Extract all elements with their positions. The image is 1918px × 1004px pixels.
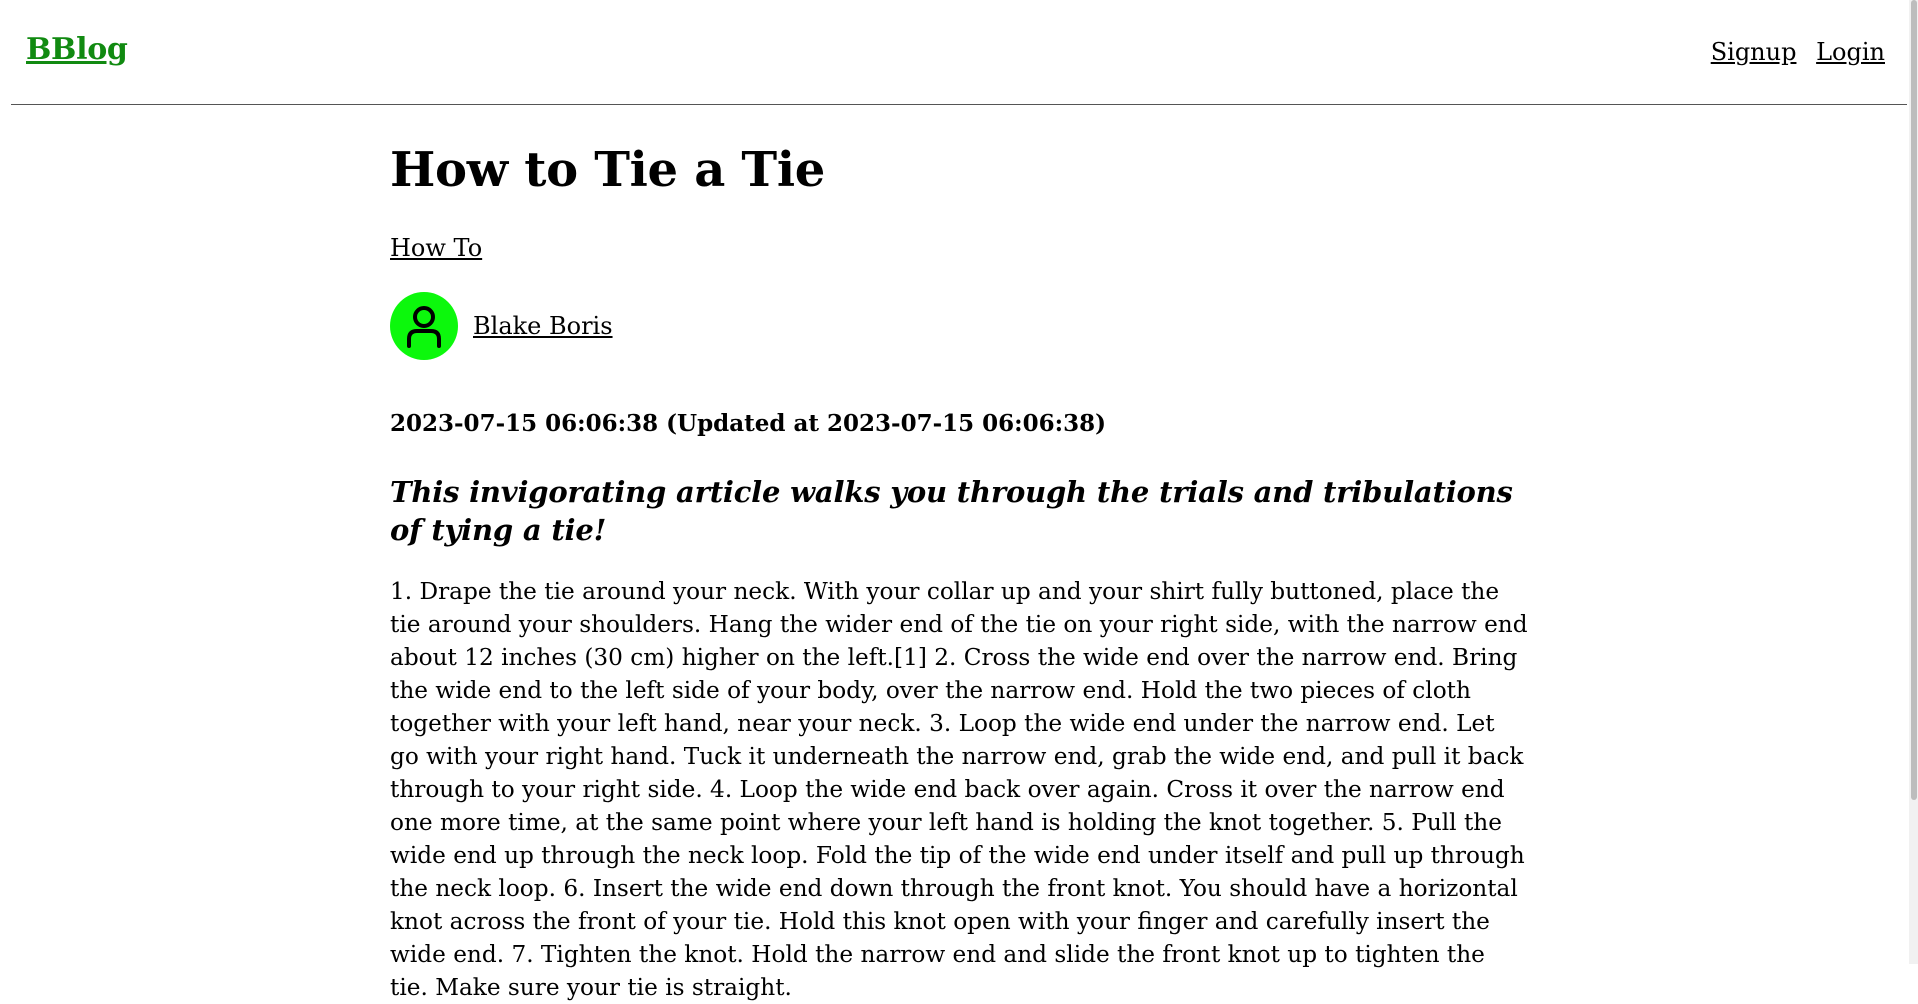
article-summary: This invigorating article walks you through the trials and tribulations of tying a tie! [390,474,1513,547]
author-link[interactable]: Blake Boris [473,311,613,340]
post-timestamp: 2023-07-15 06:06:38 (Updated at 2023-07-15 06:06:38) [390,409,1107,437]
user-icon [404,302,444,350]
brand-link[interactable]: BBlog [26,32,128,67]
scrollbar[interactable] [1909,0,1918,964]
article-title: How to Tie a Tie [390,142,826,198]
header-nav [1699,38,1885,66]
login-link[interactable]: Login [1816,38,1885,66]
author-row [390,292,1530,360]
category-link[interactable]: How To [390,233,483,262]
signup-link[interactable]: Signup [1710,38,1797,66]
scrollbar-thumb[interactable] [1911,0,1917,800]
article [390,104,1530,1004]
site-header [11,0,1907,105]
avatar[interactable] [390,292,458,360]
article-body: 1. Drape the tie around your neck. With your collar up and your shirt fully buttoned, place the tie around your shoulders. Hang the wider end of the tie on your right side, with the narrow end about 12 inches (30 cm) higher on the left.[1] 2. Cross the wide end over the narrow end. Bring the wide end to the left side of your body, over the narrow end. Hold the two pieces of cloth together with your left hand, near your neck. 3. Loop the wide end under the narrow end. Let go with your right hand. Tuck it underneath the narrow end, grab the wide end, and pull it back through to your right side. 4. Loop the wide end back over again. Cross it over the narrow end one more time, at the same point where your left hand is holding the knot together. 5. Pull the wide end up through the neck loop. Fold the tip of the wide end under itself and pull up through the neck loop. 6. Insert the wide end down through the front knot. You should have a horizontal knot across the front of your tie. Hold this knot open with your finger and carefully insert the wide end. 7. Tighten the knot. Hold the narrow end and slide the front knot up to tighten the tie. Make sure your tie is straight. [390,577,1528,1001]
